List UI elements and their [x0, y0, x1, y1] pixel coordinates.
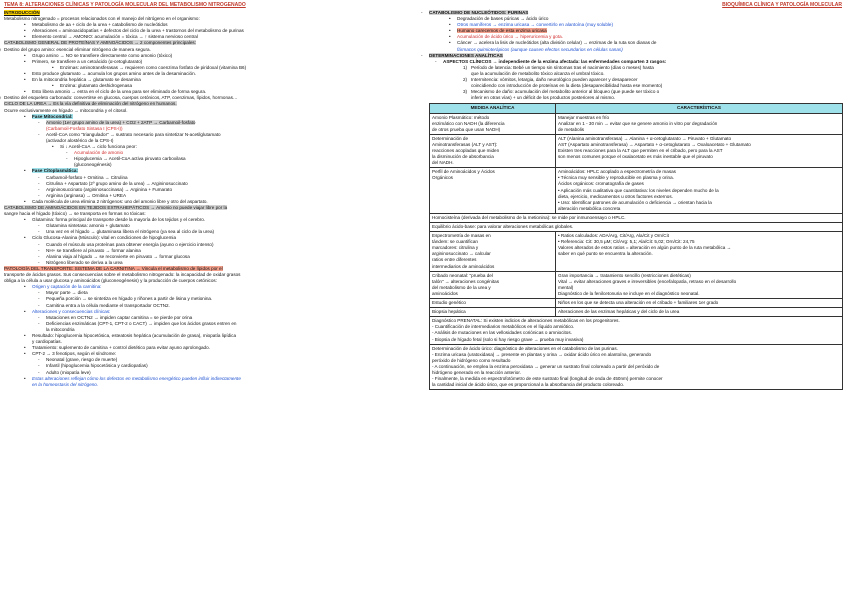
bullet-marker: - — [38, 357, 40, 363]
bullet-marker: • — [24, 34, 26, 40]
bullet-marker: • — [24, 77, 26, 83]
bullet-marker: - — [66, 150, 68, 156]
left-note-text: Argininosuccinato (argininosuccinasa) → Arginina + Fumarato — [46, 186, 173, 192]
bullet-marker: • — [449, 28, 451, 34]
bullet-marker: • — [24, 284, 26, 290]
table-cell-measure — [430, 272, 556, 298]
left-note-text: Pequeña porción → se sintetiza en hígado y riñones a partir de lisina y metionina. — [46, 296, 213, 302]
bullet-marker: - — [421, 52, 423, 58]
left-note-text: Una vez en el hígado → glutaminasa libera el nitrógeno (ya sea al ciclo de la urea) — [46, 229, 215, 235]
table-row — [430, 134, 842, 167]
document-title-right: BIOQUÍMICA CLÍNICA Y PATOLOGÍA MOLECULAR — [722, 2, 842, 8]
left-note-text: Nitrógeno liberado se deriva a la urea — [46, 259, 123, 265]
cell-text: ALT (Alanina aminotransferasa) → Alanina + α-cetoglutarato → Piruvato + Glutamato — [558, 135, 732, 141]
left-note-text: CICLO DE LA UREA → Es la vía definitiva de eliminación del nitrógeno en humanos. — [4, 101, 177, 107]
left-note-text: Mutaciones en OCTN2 → impiden captar carnitina = se pierde por orina — [46, 314, 193, 320]
cell-text: • Aplicación más cualitativa que cuantitativa: los niveles dependen mucho de la — [558, 187, 719, 193]
bullet-marker: • — [449, 22, 451, 28]
right-note-text: Cáncer → acelera la lisis de nucleótidos (alta división celular) → enzimas de la ruta son dianas de — [457, 40, 657, 46]
bullet-marker: • — [24, 351, 26, 357]
right-note-text: Humano carecemos de esta enzima uricasa — [457, 28, 547, 34]
bullet-marker: - — [38, 241, 40, 247]
bullet-marker: - — [38, 119, 40, 125]
left-note-text: Destino del esqueleto carbonado: convertirse en glucosa, cuerpos cetónicos, ATP, coenzimas, lípidos, hormonas… — [4, 95, 238, 101]
left-note-text: Destino del grupo amino: esencial eliminar nitrógeno de manera segura. — [4, 46, 151, 52]
cell-text: Determinación de — [432, 135, 469, 141]
left-note-text: Fase Mitocondrial: — [32, 113, 73, 119]
left-note-text: la mitocondria — [46, 326, 75, 332]
left-note-text: Enzimas: aminotransferasas → requieren como coenzima fosfato de piridoxal (vitamina B6) — [60, 64, 247, 70]
left-note-text: Ocurre exclusivamente en hígado → mitocondria y el citosol. — [4, 107, 128, 113]
bullet-marker: - — [421, 10, 423, 15]
cell-text: Niños en los que se detecta una alteración en el cribado + familiares 1er grado — [558, 300, 719, 306]
bullet-marker: - — [38, 290, 40, 296]
cell-text: • Referencia: Cit: 30,5 µM; Cit/Arg: 5,1; Ala/Cit: 5,02; Orn/Cit: 24,75 — [558, 239, 695, 245]
table-cell-full — [430, 345, 665, 390]
table-row — [430, 113, 842, 134]
table-header-characteristics: CARACTERÍSTICAS — [556, 104, 842, 112]
right-column — [421, 10, 843, 594]
left-note-text: Elemento central → AMONIO: acumulación = tóxica → ↑ sistema nervioso central — [32, 34, 198, 40]
cell-text: Aminotransferasas (ALT y AST): — [432, 141, 498, 147]
cell-text: intermediarios de aminoácidos — [432, 263, 495, 269]
cell-text: mental) — [558, 284, 574, 290]
bullet-marker: - — [38, 131, 40, 137]
right-note-text: CATABOLISMO DE NUCLEÓTIDOS: PURINAS — [429, 10, 529, 15]
cell-text: enzimático con NADH (la diferencia — [432, 120, 505, 126]
right-note-text: Intermitencia: vómitos, letargia, daño neurológico pueden aparecer y desaparecer — [471, 77, 638, 83]
left-note-text: Cada molécula de urea elimina 2 nitrógenos: uno del amonio libre y otro del aspartato. — [32, 198, 208, 204]
table-cell-characteristics — [556, 299, 842, 307]
cell-text: Estudio genético — [432, 300, 466, 306]
cell-text: reacciones acopladas que miden — [432, 147, 500, 153]
cell-text: de otros prueba que usan NADH) — [432, 126, 501, 132]
cell-text: la disminución de absorbancia — [432, 154, 494, 160]
table-cell-measure — [430, 232, 556, 271]
table-row — [430, 222, 842, 231]
left-note-text: PATOLOGÍA DEL TRANSPORTE: SISTEMA DE LA CARNITINA → Vincula el metabolismo de lípidos por el — [4, 265, 223, 271]
table-row — [430, 316, 842, 343]
left-note-text: CATABOLISMO DE AMINOÁCIDOS EN TEJIDOS EXTRAHEPÁTICOS → Amonio no puede viajar libre por la — [4, 205, 228, 210]
cell-text: Gran importancia → tratamiento sencillo (restricciones dietéticas) — [558, 272, 691, 278]
table-cell-measure — [430, 299, 556, 307]
cell-text: del metabolismo de la urea y — [432, 284, 491, 290]
cell-text: aminoácidos — [432, 290, 458, 296]
bullet-marker: - — [38, 186, 40, 192]
table-cell-full — [430, 214, 628, 222]
bullet-marker: • — [52, 64, 54, 70]
bullet-marker: - — [38, 363, 40, 369]
cell-text: Equilibrio ácido-base: para valorar alteraciones metabólicas globales. — [432, 224, 574, 229]
bullet-marker: • — [449, 34, 451, 40]
table-row — [430, 307, 842, 316]
left-note-text: Deficiencias enzimáticas (CPT-1, CPT-2 o CACT) → impiden que los ácidos grasos entren en — [46, 320, 237, 326]
bullet-marker: • — [24, 52, 26, 58]
left-note-text: Primero, se transfiere a un cetoácido (α-cetoglutarato) — [32, 58, 143, 64]
right-note-text: Mecanismo de daño: acumulación del metabolito anterior al bloqueo (que puede ser tóxico o — [471, 89, 660, 95]
left-note-text: Neonatal (grave, riesgo de muerte) — [46, 357, 118, 363]
cell-text: Cribado neonatal: "prueba del — [432, 272, 493, 278]
bullet-marker: • — [24, 113, 26, 119]
left-note-text: Acumulación de amonio — [74, 150, 124, 156]
cell-text: • Técnica muy sensible y reproducible en plasma y orina. — [558, 175, 674, 181]
left-note-text: Infantil (hipoglucemia hipocetósica y cardiopatías) — [46, 363, 148, 369]
left-note-text: Si ↓ Acetil-CoA → ciclo funciona peor: — [60, 144, 137, 150]
bullet-marker: • — [24, 22, 26, 28]
bullet-marker: • — [24, 332, 26, 338]
cell-text: la cantidad inicial de ácido úrico, que es proporcional a la absorbancia del producto coloreado. — [432, 382, 625, 388]
cell-text: Espectrometría de masas en — [432, 233, 491, 239]
bullet-marker: - — [38, 314, 40, 320]
table-cell-full — [430, 317, 622, 343]
right-note-text: que la acumulación de metabolito tóxico alcanza el umbral tóxico. — [471, 70, 605, 76]
cell-text: Existen tres reacciones para la ALT que permiten en el cribado, pero para la AST — [558, 147, 723, 153]
left-note-text: obliga a la célula a usar glucosa y aminoácidos (gluconeogénesis) y la producción de cuerpos cetónicos: — [4, 278, 217, 284]
table-row — [430, 231, 842, 271]
left-note-line — [4, 382, 419, 388]
left-note-text: Alteraciones y consecuencias clínicas: — [32, 308, 111, 314]
right-note-text: Período de latencia: Bebé un tiempo sin síntomas tras el nacimiento (días o meses) hasta — [471, 64, 654, 70]
cell-text: Determinación de ácido úrico: diagnóstico de alteraciones en el catabolismo de las purinas. — [432, 345, 618, 351]
bullet-marker: - — [38, 369, 40, 375]
left-note-text: Cuando el músculo usa proteínas para obtener energía (ayuno o ejercicio intenso) — [46, 241, 214, 247]
cell-text: talón" → alteraciones congénitas — [432, 278, 500, 284]
table-row — [430, 298, 842, 307]
bullet-marker: • — [24, 217, 26, 223]
bullet-marker: - — [435, 58, 437, 64]
bullet-marker: • — [449, 16, 451, 22]
bullet-marker: - — [38, 174, 40, 180]
cell-text: del NADH. — [432, 160, 454, 166]
left-note-text: En la mitocondria hepática → glutamato se desamina — [32, 77, 141, 83]
left-note-text: Amonio (1er grupo amino de la urea) + CO2 + 2ATP → Carbamoil-fosfato — [46, 119, 196, 125]
cell-text: argininosuccinato → calcular — [432, 251, 491, 257]
right-note-text: DETERMINACIONES ANALÍTICAS — [429, 52, 503, 58]
right-note-text: ASPECTOS CLÍNICOS → independiente de la enzima afectada: las enfermedades comparten 3 rasgos: — [443, 58, 667, 64]
cell-text: Perfil de Aminoácidos y Ácidos — [432, 169, 495, 175]
left-note-text: Esto produce glutamato → acumula los grupos amino antes de la desaminación. — [32, 70, 196, 76]
left-note-text: sangre hacia el hígado (tóxico) → se transporta en formas no tóxicas: — [4, 211, 146, 217]
bullet-marker: • — [24, 308, 26, 314]
bullet-marker: • — [24, 168, 26, 174]
right-note-text: Acumulación de ácido úrico → hiperuricemia y gota. — [457, 34, 563, 40]
cell-text: Orgánicos — [432, 175, 453, 181]
cell-text: peróxido de hidrógeno como resultado — [432, 357, 511, 363]
left-note-text: Origen y captación de la carnitina: — [32, 284, 102, 290]
cell-text: Diagnóstico de la fenilcetonuria se incluye en el diagnóstico neonatal. — [558, 290, 700, 296]
left-note-text: Tratamiento: suplemento de carnitina + control dietético para evitar ayuno aprolongado. — [32, 345, 210, 351]
bullet-marker: • — [24, 345, 26, 351]
left-note-text: Hipoglucemia → Acetil-CoA activa piruvato carboxilasa — [74, 156, 186, 162]
left-note-text: CATABOLISMO GENERAL DE PROTEÍNAS Y AMINOÁCIDOS → 2 componentes principales: — [4, 40, 196, 46]
cell-text: ratios entre diferentes — [432, 257, 477, 263]
bullet-marker: - — [38, 259, 40, 265]
cell-text: Ácidos orgánicos: cromatografía de gases — [558, 181, 644, 187]
left-note-text: (activador alostérico de la CPS-I) — [46, 137, 114, 143]
cell-text: alteración metabólica concreta — [558, 205, 621, 211]
bullet-marker: 1) — [463, 64, 468, 70]
bullet-marker: - — [38, 180, 40, 186]
right-note-text: inferir en otras vías) + un déficit de los productos posteriores al mismo. — [471, 95, 616, 101]
bullet-marker: • — [24, 58, 26, 64]
right-note-text: Degradación de bases púricas → ácido úrico — [457, 16, 549, 22]
cell-text: Manejar muestras en frío — [558, 114, 610, 120]
cell-text: dieta, ejercicio, medicamentos u otros factores externos. — [558, 193, 673, 199]
left-note-text: Resultado: hipoglucemia hipocetósica, esteatosis hepática (acumulación de grasa), miopatía lipídica — [32, 332, 237, 338]
bullet-marker: • — [449, 40, 451, 46]
right-note-text: coincidiendo con introducción de proteínas en la dieta (desaparecibilidad hasta ese momento) — [471, 83, 663, 89]
table-cell-full — [430, 223, 575, 231]
table-row — [430, 271, 842, 298]
left-note-text: Glutamina sintetasa: amonio + glutamato — [46, 223, 130, 229]
left-note-text: Carbamoil-fosfato + Ornitina → Citrulina — [46, 174, 128, 180]
bullet-marker: - — [38, 296, 40, 302]
bullet-marker: - — [38, 253, 40, 259]
table-header-row — [430, 104, 842, 112]
bullet-marker: 2) — [463, 77, 468, 83]
cell-text: • Ratios calculados: ADA/Arg, Cit/Arg, Ala/Cit y Orn/Cit — [558, 233, 669, 239]
cell-text: son menos comunes porque el oxalacetato es más inestable que el piruvato — [558, 154, 713, 160]
cell-text: Valores alterados de estos ratios = alteración en algún punto de la ruta metabólica → — [558, 245, 732, 251]
cell-text: Biopsia hepática — [432, 309, 466, 315]
cell-text: AST (Aspartato aminotransferasa) → Aspartato + α-cetoglutarato → Oxaloacetato + Glutamato — [558, 141, 751, 147]
bullet-marker: - — [38, 247, 40, 253]
bullet-marker: • — [52, 144, 54, 150]
bullet-marker: • — [24, 89, 26, 95]
bullet-marker: 3) — [463, 89, 468, 95]
left-note-text: en la homeostasis del nitrógeno. — [32, 381, 99, 387]
left-note-text: Enzima: glutamato deshidrogenasa — [60, 83, 133, 89]
left-note-text: INTRODUCCIÓN — [4, 10, 40, 15]
left-note-text: Metabolismo de aa + ciclo de la urea + catabolismo de nucleótidos — [32, 22, 168, 28]
left-note-text: NH+ se transfiere al piruvato → formar alanina — [46, 247, 141, 253]
left-note-text: Arginina (arginasa) → Ornitina + UREA — [46, 192, 127, 198]
left-note-text: (Carbamoil-Fosfato Sintasa I (CPS-I)) — [46, 125, 123, 131]
table-cell-characteristics — [556, 135, 842, 167]
bullet-marker: - — [38, 192, 40, 198]
cell-text: - Finalmente, la medida en espectrofotómetro de este sustrato final (longitud de onda de 450nm) permite conocer — [432, 376, 663, 382]
left-note-text: Estas alteraciones reflejan cómo los defectos en metabolismo energético pueden influir indirectamente — [32, 375, 241, 381]
left-note-text: Fase Citoplasmática: — [32, 168, 78, 174]
cell-text: - A continuación, se emplea la enzima peroxidasa → generar un sustrato final coloreado a partir del peróxido de — [432, 363, 660, 369]
left-note-text: Metabolismo nitrogenado = procesos relacionados con el manejo del nitrógeno en el organismo: — [4, 16, 200, 22]
cell-text: Aminoácidos: HPLC acoplado a espectrometría de masas — [558, 169, 676, 175]
left-note-text: Ciclo Glucosa-Alanina (Músculo): vital en condiciones de hipoglucemia — [32, 235, 177, 241]
bullet-marker: • — [24, 28, 26, 34]
table-cell-characteristics — [556, 168, 842, 213]
cell-text: hidrógeno generado en la reacción anterior. — [432, 369, 521, 375]
left-column — [4, 10, 419, 594]
bullet-marker: - — [38, 302, 40, 308]
cell-text: Analizar en 1 - 30 min → evitar que se genere amonio in vitro por degradación — [558, 120, 718, 126]
table-cell-measure — [430, 308, 556, 316]
bullet-marker: - — [38, 320, 40, 326]
table-row — [430, 167, 842, 213]
table-cell-characteristics — [556, 232, 842, 271]
bullet-marker: - — [38, 229, 40, 235]
table-row — [430, 213, 842, 222]
bullet-marker: - — [66, 156, 68, 162]
bullet-marker: • — [24, 235, 26, 241]
left-note-text: Grupo amino → NO se transfiere directamente como amonio (tóxico) — [32, 52, 173, 58]
table-cell-characteristics — [556, 308, 842, 316]
left-note-text: CPT-2 → 3 fenotipos, según el síndrome: — [32, 351, 117, 357]
right-note-text: fármacos quimioterápicos (aunque causen efectos secundarios en células sanas) — [457, 46, 623, 52]
table-cell-characteristics — [556, 114, 842, 134]
cell-text: marcadores: citrulina y — [432, 245, 479, 251]
cell-text: Alteraciones de las enzimas hepáticas y del ciclo de la urea — [558, 309, 680, 315]
left-note-text: Acetil-CoA como "triangulador" → sustrato necesario para sintetizar N-acetilglutamato — [46, 131, 221, 137]
cell-text: saber en qué punto se encuentra la alteración. — [558, 251, 653, 257]
left-note-text: Esto libera amonio → entra en el ciclo de la urea para ser eliminado de forma segura. — [32, 89, 207, 95]
cell-text: - Biopsia de hígado fetal (solo si hay riesgo grave → prueba muy invasiva) — [432, 336, 584, 342]
left-note-text: Adulto (miopatía leve) — [46, 369, 91, 375]
bullet-marker: • — [24, 198, 26, 204]
table-header-measure: MEDIDA ANALÍTICA — [430, 104, 556, 112]
analytic-table — [429, 103, 843, 390]
left-note-text: transporte de ácidos grasos. Sus consecuencias sobre el metabolismo nitrogenado: la incapacidad de oxidar grasos — [4, 272, 241, 278]
cell-text: Diagnóstico PRENATAL: Si existen indicios de alteraciones metabólicas en los progenitores. — [432, 318, 620, 324]
left-note-text: Carnitina entra a la célula mediante el transportador OCTN2. — [46, 302, 170, 308]
left-note-text: Alteraciones = aminoacidopatías + defectos del ciclo de la urea + trastornos del metabolismo de purinas — [32, 28, 244, 34]
right-note-line — [429, 95, 843, 101]
right-notes — [421, 10, 843, 101]
table-cell-measure — [430, 168, 556, 213]
cell-text: Vital → evitar alteraciones graves e irreversibles (encefalopatía, retraso en el desarrollo — [558, 278, 737, 284]
cell-text: • Uso: Identificar patrones de acumulación o deficiencia → orientan hacia la — [558, 199, 712, 205]
cell-text: de metabolis — [558, 126, 585, 132]
bullet-marker: • — [24, 375, 26, 381]
bullet-marker: • — [52, 83, 54, 89]
cell-text: - Cuantificación de intermediarios metabólicos en el líquido amniótico. — [432, 324, 575, 330]
left-note-text: y cardiopatías. — [32, 339, 62, 345]
bullet-marker: - — [38, 223, 40, 229]
table-cell-measure — [430, 135, 556, 167]
document-title-left: TEMA 8: ALTERACIONES CLÍNICAS Y PATOLOGÍA MOLECULAR DEL METABOLISMO NITROGENADO — [4, 2, 246, 8]
table-row — [430, 344, 842, 390]
cell-text: - Análisis de mutaciones en las vellosidades coriónicas o amniocitos. — [432, 330, 572, 336]
left-note-text: Citrulina + Aspartato (2º grupo amino de la urea) → Argininosuccinato — [46, 180, 188, 186]
cell-text: Homocisteína (derivada del metabolismo de la metionina): se mide por inmunoensayo o HPLC. — [432, 214, 626, 220]
cell-text: tándem: se cuantifican — [432, 239, 478, 245]
left-note-text: Mayor parte → dieta — [46, 290, 88, 296]
left-note-text: (gluconeogénesis) — [74, 162, 112, 168]
table-cell-measure — [430, 114, 556, 134]
cell-text: Amonio Plasmático: método — [432, 114, 490, 120]
right-note-text: Otros mamíferos → enzima uricasa → convertirlo en alantoína (muy soluble) — [457, 22, 613, 28]
cell-text: - Enzima uricasa (uratoxidasa) → presente en plantas y orina → oxidar ácido úrico en alantoína, generando — [432, 351, 652, 357]
table-cell-characteristics — [556, 272, 842, 298]
left-note-text: Alanina viaja al hígado → se reconvierte en piruvato → formar glucosa — [46, 253, 190, 259]
left-note-text: Glutamina: forma principal de transporte desde la mayoría de los tejidos y el cerebro. — [32, 217, 206, 223]
bullet-marker: • — [24, 70, 26, 76]
